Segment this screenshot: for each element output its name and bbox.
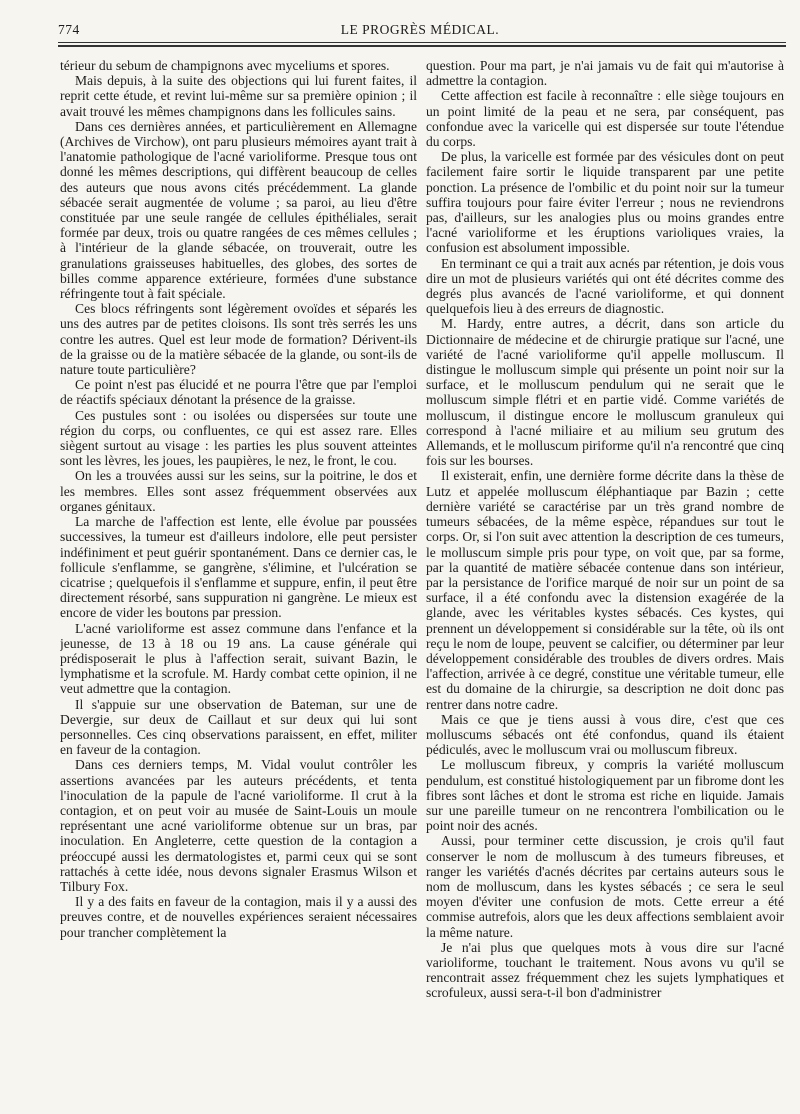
- paragraph: Le molluscum fibreux, y compris la variété molluscum pendulum, est constitué histologiquement par un fibrome dont les fibres sont lâches et dont le stroma est riche en liquide. Jamais sur une pareille tumeur on ne rencontrera l'ombilication ou le point noir des acnés.: [426, 757, 784, 834]
- paragraph: Il existerait, enfin, une dernière forme décrite dans la thèse de Lutz et appelée molluscum éléphantiaque par Bazin ; cette dernière variété se caractérise par un très grand nombre de tumeurs sébacées, de la même espèce, répandues sur tout le corps. Or, si l'on suit avec attention la description de ces tumeurs, le molluscum simple pris pour type, on voit que, par sa forme, par la quantité de matière sébacée contenue dans son intérieur, par la persistance de l'orifice marqué de noir sur un point de sa surface, il a été confondu avec la distension exagérée de la glande, avec les véritables kystes sébacés. Ces kystes, qui prennent un développement si considérable sur la tête, où ils ont reçu le nom de loupe, peuvent se calcifier, ou déterminer par leur développement considérable des troubles de divers ordres. Mais l'affection, arrivée à ce degré, constitue une véritable tumeur, elle est du domaine de la chirurgie, sa description ne doit donc pas rentrer dans notre cadre.: [426, 468, 784, 712]
- journal-title: LE PROGRÈS MÉDICAL.: [340, 22, 500, 37]
- paragraph: Ce point n'est pas élucidé et ne pourra l'être que par l'emploi de réactifs spéciaux dénotant la présence de la graisse.: [60, 377, 417, 408]
- left-column: [60, 58, 417, 1110]
- page-number: 774: [58, 22, 80, 37]
- paragraph: En terminant ce qui a trait aux acnés par rétention, je dois vous dire un mot de plusieurs variétés qui ont été décrites comme des degrés plus avancés de l'acné varioliforme, et qui donnent quelquefois lieu à des erreurs de diagnostic.: [426, 255, 784, 317]
- right-column: [426, 58, 784, 1110]
- header-rule: [58, 42, 786, 43]
- paragraph: Je n'ai plus que quelques mots à vous dire sur l'acné varioliforme, touchant le traitement. Nous avons vu qu'il se rencontrait assez fréquemment chez les sujets lymphatiques et scrofuleux, aussi sera-t-il bon d'administrer: [426, 939, 784, 1001]
- paragraph: Aussi, pour terminer cette discussion, je crois qu'il faut conserver le nom de molluscum à des tumeurs fibreuses, et ranger les variétés d'acnés décrites par certains auteurs sous le nom de molluscum, dans les kystes sébacés ; ce sera le seul moyen d'éviter une confusion de mots. Cette erreur a été commise autrefois, alors que les deux affections semblaient avoir la même nature.: [426, 833, 784, 940]
- paragraph: Ces pustules sont : ou isolées ou dispersées sur toute une région du corps, ou confluentes, ce qui est assez rare. Elles siègent surtout au visage : les parties les plus souvent atteintes sont les lèvres, les joues, les paupières, le nez, le front, le cou.: [60, 407, 417, 469]
- paragraph: L'acné varioliforme est assez commune dans l'enfance et la jeunesse, de 13 à 18 ou 19 ans. La cause générale qui prédisposerait le plus à l'affection serait, suivant Bazin, le lymphatisme et la scrofule. M. Hardy combat cette opinion, il ne veut admettre que la contagion.: [60, 620, 417, 697]
- paragraph: Il s'appuie sur une observation de Bateman, sur une de Devergie, sur deux de Caillaut et sur deux qui lui sont personnelles. Ces cinq observations paraissent, en effet, militer en faveur de la contagion.: [60, 696, 417, 758]
- paragraph: M. Hardy, entre autres, a décrit, dans son article du Dictionnaire de médecine et de chirurgie pratique sur l'acné, une variété de l'acné varioliforme qu'il appelle molluscum. Il distingue le molluscum simple qui présente un point noir sur la surface, et le molluscum pendulum qui ne serait que le molluscum simple flétri et en partie vidé. Comme variétés de molluscum, il distingue encore le molluscum granuleux qui correspond à l'acné miliaire et au milium seu grutum des Allemands, et le molluscum piriforme qu'il n'a rencontré que cinq fois sur les bourses.: [426, 316, 784, 469]
- paragraph: question. Pour ma part, je n'ai jamais vu de fait qui m'autorise à admettre la contagion.: [426, 58, 784, 89]
- page-header: [58, 18, 782, 40]
- paragraph: Dans ces dernières années, et particulièrement en Allemagne (Archives de Virchow), ont paru plusieurs mémoires ayant trait à l'anatomie pathologique de l'acné varioliforme. Presque tous ont donné les mêmes descriptions, qui diffèrent beaucoup de celles des auteurs que nous avons cités précédemment. La glande sébacée serait augmentée de volume ; sa paroi, au lieu d'être constituée par une seule rangée de cellules épithéliales, serait formée par deux, trois ou quatre rangées de ces mêmes cellules ; à l'intérieur de la glande sébacée, on trouverait, outre les granulations graisseuses habituelles, des globes, des sortes de billes comme apparence extérieure, formées d'une substance réfringente tout à fait spéciale.: [60, 118, 417, 302]
- paragraph: Ces blocs réfringents sont légèrement ovoïdes et séparés les uns des autres par de petites cloisons. Ils sont très serrés les uns contre les autres. Quel est leur mode de formation? Dérivent-ils de la graisse ou de la matière sébacée de la glande, ou sont-ils de nature toute particulière?: [60, 301, 417, 378]
- paragraph: Mais depuis, à la suite des objections qui lui furent faites, il reprit cette étude, et revint lui-même sur sa première opinion ; il avait trouvé les mêmes champignons dans les follicules sains.: [60, 73, 417, 119]
- paragraph: térieur du sebum de champignons avec myceliums et spores.: [60, 58, 390, 73]
- paragraph: Mais ce que je tiens aussi à vous dire, c'est que ces molluscums sébacés ont été confondus, quand ils étaient pédiculés, avec le molluscum vrai ou molluscum fibreux.: [426, 711, 784, 758]
- paragraph: Dans ces derniers temps, M. Vidal voulut contrôler les assertions avancées par les auteurs précédents, et tenta l'inoculation de la papule de l'acné varioliforme. Il crut à la contagion, et on peut voir au musée de Saint-Louis un moule représentant une acné varioliforme obtenue sur un bras, par inoculation. En Angleterre, cette question de la contagion a préoccupé aussi les dermatologistes et, parmi ceux qui se sont rattachés à cette idée, nous devons signaler Erasmus Wilson et Tilbury Fox.: [60, 757, 417, 894]
- paragraph: Cette affection est facile à reconnaître : elle siège toujours en un point limité de la peau et ne sera, par conséquent, pas confondue avec la varicelle qui est dispersée sur toute l'étendue du corps.: [426, 88, 784, 150]
- paragraph: De plus, la varicelle est formée par des vésicules dont on peut facilement faire sortir le liquide transparent par une petite ponction. La présence de l'ombilic et du point noir sur la tumeur suffira toujours pour faire éviter l'erreur ; nous ne reviendrons pas, d'ailleurs, sur les analogies plus ou moins grandes entre l'acné varioliforme et les éruptions varioliques vraies, la confusion est absolument impossible.: [426, 149, 784, 256]
- header-rule-thick: [58, 45, 786, 47]
- paragraph: Il y a des faits en faveur de la contagion, mais il y a aussi des preuves contre, et de nouvelles expériences seraient nécessaires pour trancher complètement la: [60, 894, 417, 940]
- paragraph: On les a trouvées aussi sur les seins, sur la poitrine, le dos et les membres. Elles sont assez fréquemment observées aux organes génitaux.: [60, 468, 417, 514]
- paragraph: La marche de l'affection est lente, elle évolue par poussées successives, la tumeur est d'ailleurs indolore, elle peut persister indéfiniment et peut guérir spontanément. Dans ce dernier cas, le follicule s'enflamme, se gangrène, s'élimine, et l'ulcération se cicatrise ; quelquefois il s'enflamme et suppure, enfin, il peut être directement résorbé, sans suppuration ni gangrène. Le mieux est encore de vider les boutons par pression.: [60, 514, 417, 621]
